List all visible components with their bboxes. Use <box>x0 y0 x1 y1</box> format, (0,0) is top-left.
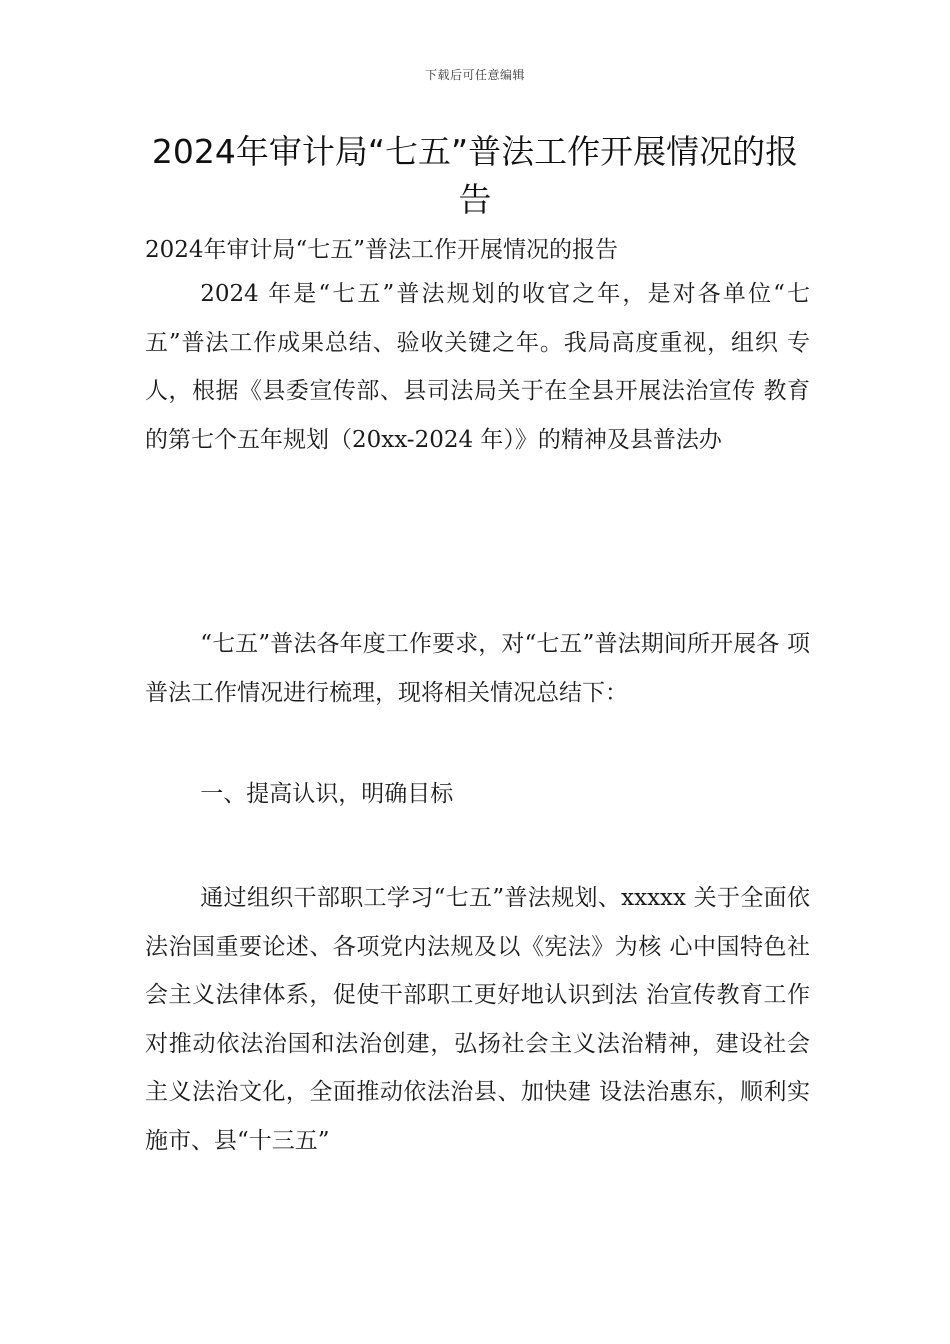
paragraph-section-body: 通过组织干部职工学习“七五”普法规划、xxxxx 关于全面依法治国重要论述、各项党内法规及以《宪法》为核 心中国特色社会主义法律体系，促使干部职工更好地认识到法 治宣传教育工作对推动依法治国和法治创建，弘扬社会主义法治精神，建设社会主义法治文化，全面推动依法治县、加快建 设法治惠东，顺利实施市、县“十三五” <box>145 885 810 1154</box>
paragraph-intro: 2024 年是“七五”普法规划的收官之年，是对各单位“七五”普法工作成果总结、验收关键之年。我局高度重视，组织 专人，根据《县委宣传部、县司法局关于在全县开展法治宣传 教育的第七个五年规划（20xx-2024 年）》的精神及县普法办 <box>145 281 810 453</box>
header-note: 下载后可任意编辑 <box>424 68 525 82</box>
document-body <box>145 230 810 1165</box>
section-heading: 一、提高认识，明确目标 <box>200 781 454 807</box>
document-title: 2024年审计局“七五”普法工作开展情况的报告 <box>151 132 799 219</box>
paragraph-continued: “七五”普法各年度工作要求，对“七五”普法期间所开展各 项普法工作情况进行梳理，现将相关情况总结下： <box>145 631 810 706</box>
document-subtitle: 2024年审计局“七五”普法工作开展情况的报告 <box>145 237 619 263</box>
